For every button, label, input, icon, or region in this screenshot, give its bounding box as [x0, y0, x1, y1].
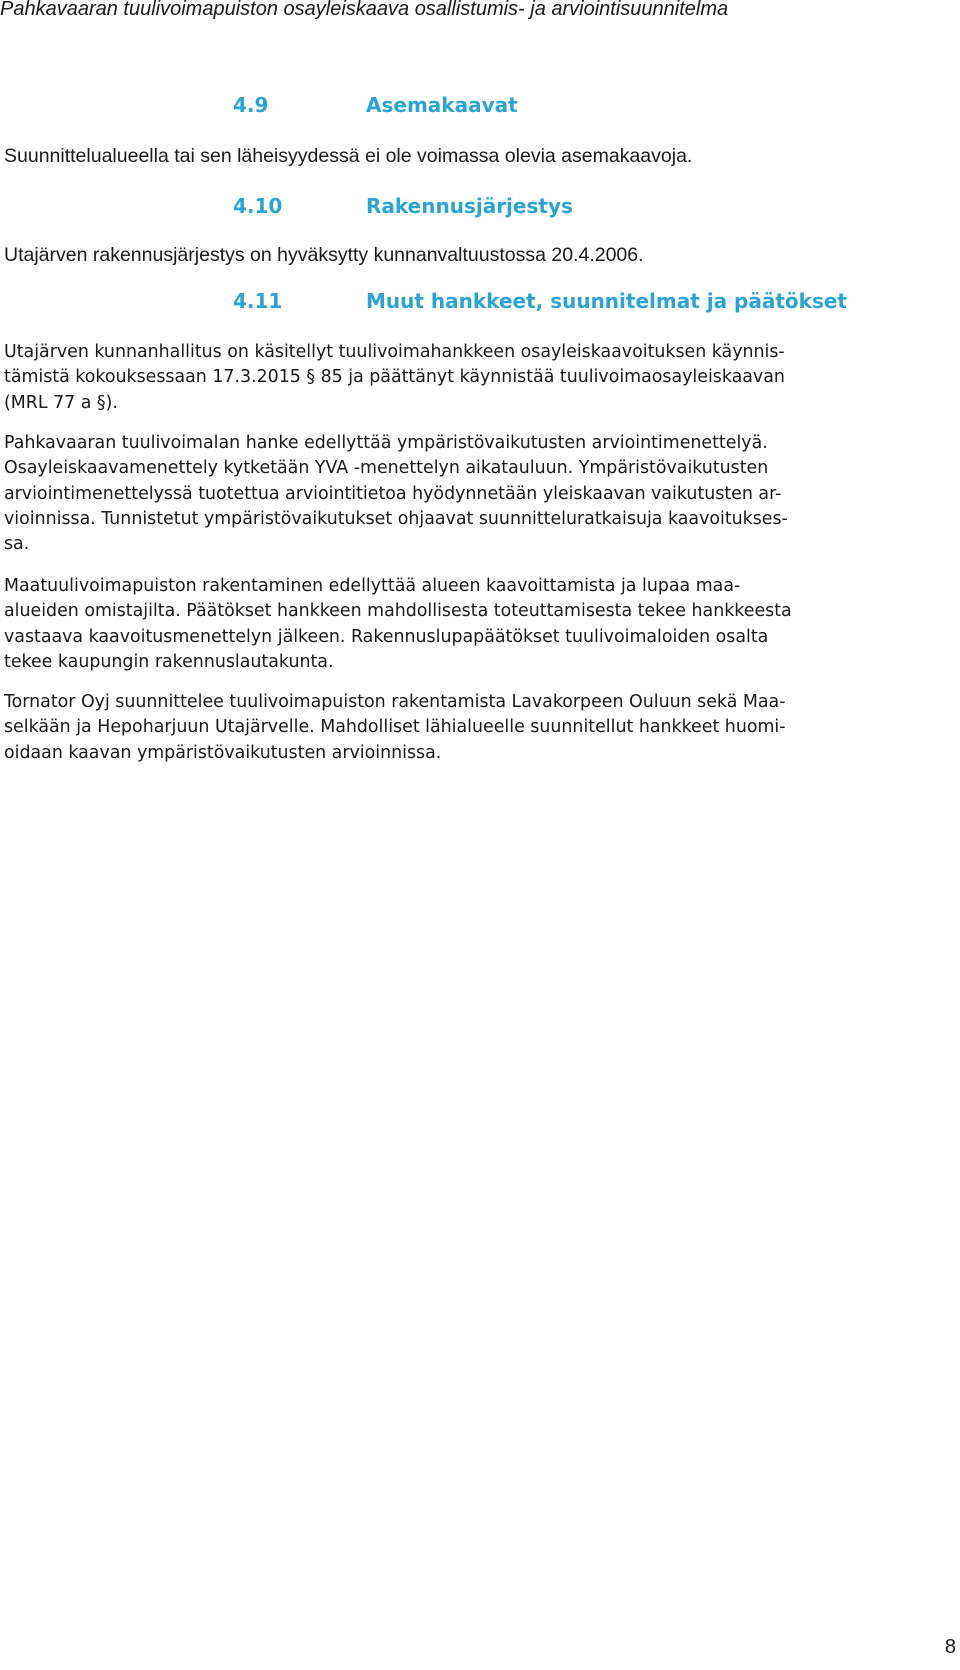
paragraph-line: Osayleiskaavamenettely kytketään YVA -menettelyn aikatauluun. Ympäristövaikutusten [4, 458, 769, 479]
paragraph-2 [4, 431, 954, 557]
paragraph-line: Tornator Oyj suunnittelee tuulivoimapuiston rakentamista Lavakorpeen Ouluun sekä Maa- [4, 692, 786, 712]
section-number: 4.11 [233, 289, 283, 313]
paragraph-line: tämistä kokouksessaan 17.3.2015 § 85 ja päättänyt käynnistää tuulivoimaosayleiskaavan [4, 367, 785, 388]
section-body-4-10: Utajärven rakennusjärjestys on hyväksytty kunnanvaltuustossa 20.4.2006. [4, 244, 644, 266]
paragraph-1 [4, 340, 954, 416]
section-body-4-9: Suunnittelualueella tai sen läheisyydessä ei ole voimassa olevia asemakaavoja. [4, 145, 693, 167]
section-heading-4-10 [233, 194, 573, 218]
paragraph-4 [4, 690, 954, 766]
section-title: Asemakaavat [366, 93, 518, 117]
paragraph-line: selkään ja Hepoharjuun Utajärvelle. Mahdolliset lähialueelle suunnitellut hankkeet huomi- [4, 717, 786, 738]
page-number: 8 [944, 1636, 956, 1658]
section-heading-4-9 [233, 93, 518, 117]
paragraph-line: vastaava kaavoitusmenettelyn jälkeen. Rakennuslupapäätökset tuulivoimaloiden osalta [4, 626, 769, 647]
paragraph-line: oidaan kaavan ympäristövaikutusten arvioinnissa. [4, 742, 442, 763]
paragraph-line: vioinnissa. Tunnistetut ympäristövaikutukset ohjaavat suunnitteluratkaisuja kaavoitukses- [4, 508, 788, 529]
paragraph-line: alueiden omistajilta. Päätökset hankkeen mahdollisesta toteuttamisesta tekee hankkeesta [4, 601, 792, 622]
paragraph-line: arviointimenettelyssä tuotettua arviointitietoa hyödynnetään yleiskaavan vaikutusten ar- [4, 483, 782, 504]
section-number: 4.9 [233, 93, 269, 117]
paragraph-line: (MRL 77 a §). [4, 392, 118, 413]
paragraph-3 [4, 574, 954, 675]
paragraph-line: Maatuulivoimapuiston rakentaminen edellyttää alueen kaavoittamista ja lupaa maa- [4, 576, 741, 596]
paragraph-line: Utajärven kunnanhallitus on käsitellyt tuulivoimahankkeen osayleiskaavoituksen käynnis- [4, 342, 785, 362]
paragraph-line: Pahkavaaran tuulivoimalan hanke edellyttää ympäristövaikutusten arviointimenettelyä. [4, 433, 768, 453]
running-header: Pahkavaaran tuulivoimapuiston osayleiskaava osallistumis- ja arviointisuunnitelma [0, 0, 729, 20]
paragraph-line: sa. [4, 534, 30, 555]
paragraph-line: tekee kaupungin rakennuslautakunta. [4, 651, 334, 672]
section-title: Muut hankkeet, suunnitelmat ja päätökset [366, 289, 847, 313]
section-number: 4.10 [233, 194, 283, 218]
section-heading-4-11 [233, 289, 847, 313]
section-title: Rakennusjärjestys [366, 194, 573, 218]
